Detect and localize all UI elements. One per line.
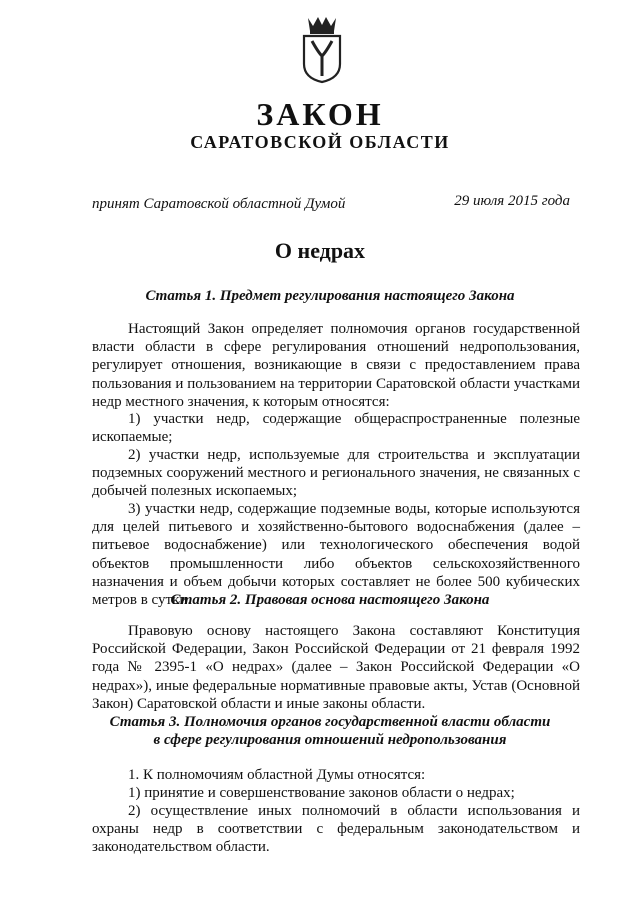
article-2-title: Статья 2. Правовая основа настоящего Закона: [170, 592, 490, 608]
article-3-item-1: 1) принятие и совершенствование законов области о недрах;: [128, 785, 515, 801]
adoption-date: 29 июля 2015 года: [454, 193, 570, 209]
saratov-coat-of-arms-icon: [296, 14, 348, 84]
article-3-title-line-2: в сфере регулирования отношений недропользования: [153, 732, 507, 748]
document-subtitle: САРАТОВСКОЙ ОБЛАСТИ: [190, 132, 450, 152]
article-3-title-line-1: Статья 3. Полномочия органов государственной власти области: [109, 714, 551, 730]
article-3-title: [90, 713, 570, 749]
article-2-paragraph-1: Правовую основу настоящего Закона составляют Конституция Российской Федерации, Закон Российской Федерации от 21 февраля 1992 года № 2395-1 «О недрах» (далее – Закон Российской Федерации «О недрах»), иные федеральные нормативные правовые акты, Устав (Основной Закон) Саратовской области и иные законы области.: [92, 623, 580, 712]
article-3-item-2: 2) осуществление иных полномочий в области использования и охраны недр в соответствии с федеральным законодательством и законодательством области.: [92, 803, 580, 856]
adopted-by: принят Саратовской областной Думой: [92, 196, 346, 212]
article-3-paragraph-1: 1. К полномочиям областной Думы относятся:: [128, 767, 426, 783]
document-title: ЗАКОН: [256, 96, 384, 132]
article-1-item-2: 2) участки недр, используемые для строительства и эксплуатации подземных сооружений местного и регионального значения, не связанных с добычей полезных ископаемых;: [92, 447, 580, 500]
article-1-item-3: 3) участки недр, содержащие подземные воды, которые используются для целей питьевого и хозяйственно-бытового водоснабжения (далее – питьевое водоснабжение) или технологического обеспечения водой объектов промышленности либо объектов сельскохозяйственного назначения и объем добычи которых составляет не более 500 кубических метров в сутки.: [92, 501, 580, 609]
article-1-title: Статья 1. Предмет регулирования настоящего Закона: [145, 288, 515, 304]
article-1-paragraph-1: Настоящий Закон определяет полномочия органов государственной власти области в сфере регулирования отношений недропользования, регулирует отношения, возникающие в связи с предоставлением права пользования и пользованием на территории Саратовской области участками недр местного значения, к которым относятся:: [92, 321, 580, 410]
law-name: О недрах: [274, 238, 366, 263]
article-1-item-1: 1) участки недр, содержащие общераспространенные полезные ископаемые;: [92, 411, 580, 446]
